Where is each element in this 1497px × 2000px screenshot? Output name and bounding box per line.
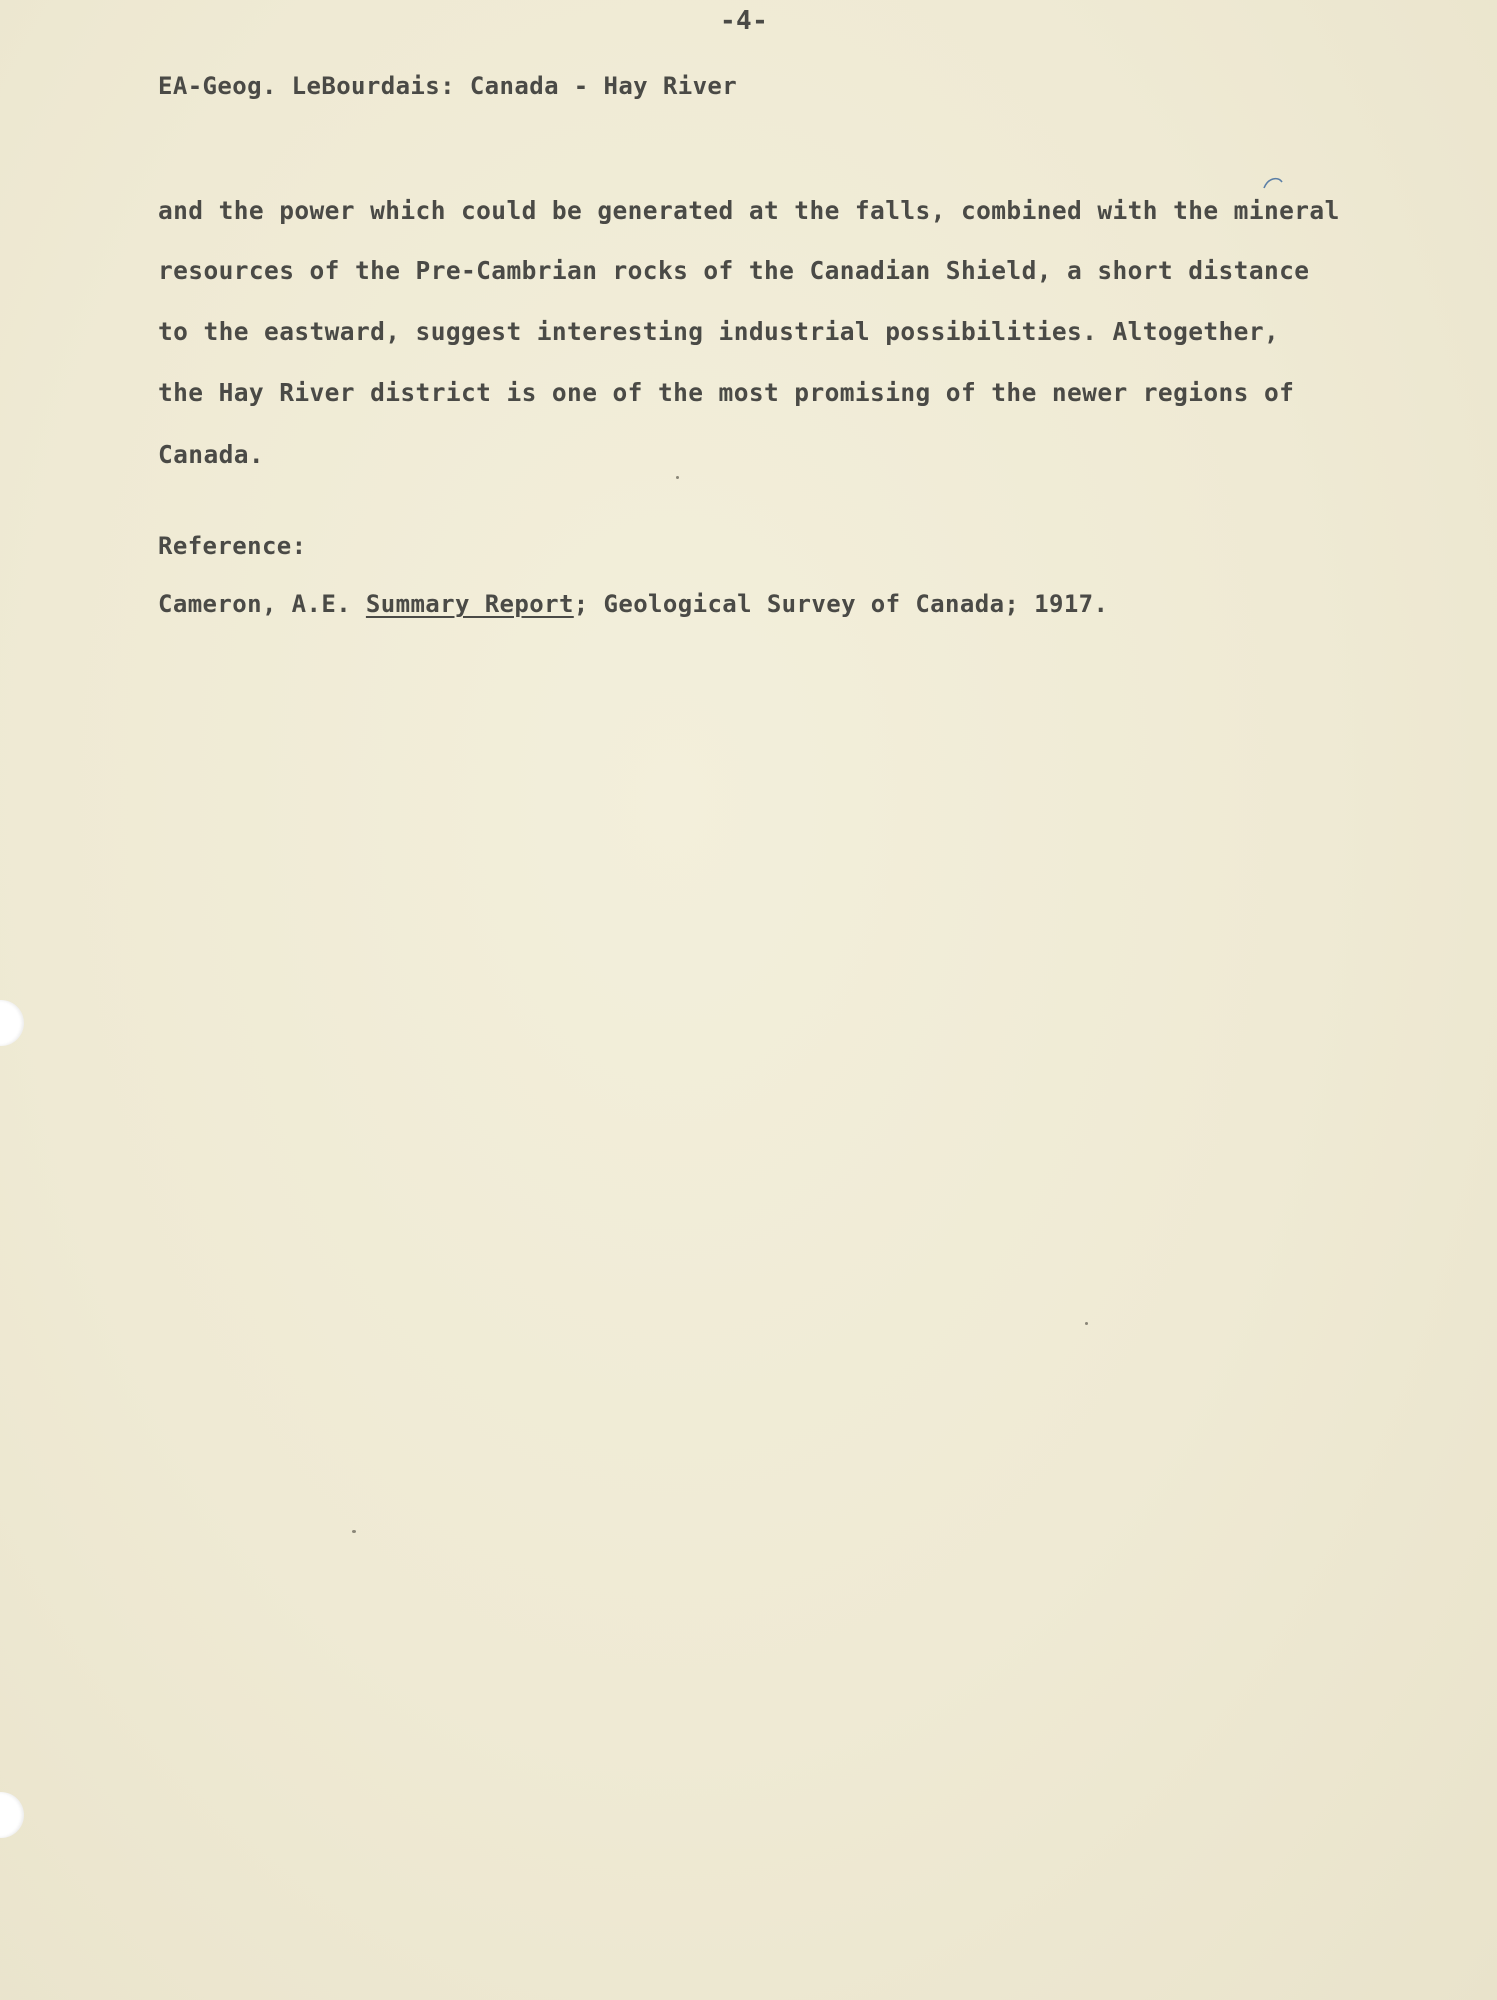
reference-heading: Reference: <box>158 532 307 560</box>
body-line: Canada. <box>158 440 265 469</box>
paper-speck <box>352 1530 356 1533</box>
citation-title: Summary Report <box>365 590 574 618</box>
paper-speck <box>676 476 679 479</box>
citation-details: ; Geological Survey of Canada; 1917. <box>573 590 1109 618</box>
reference-citation <box>158 590 1108 618</box>
punch-hole <box>0 1792 24 1838</box>
document-header: EA-Geog. LeBourdais: Canada - Hay River <box>158 72 738 100</box>
citation-author: Cameron, A.E. <box>158 590 352 618</box>
paper-speck <box>1085 1322 1088 1325</box>
page-number: -4- <box>720 6 769 36</box>
punch-hole <box>0 1000 24 1046</box>
handwritten-correction-mark <box>1262 176 1284 192</box>
body-line: the Hay River district is one of the most promising of the newer regions of <box>158 378 1295 407</box>
body-line: resources of the Pre-Cambrian rocks of the Canadian Shield, a short distance <box>158 256 1310 285</box>
body-line: and the power which could be generated at the falls, combined with the mineral <box>158 196 1340 225</box>
body-line: to the eastward, suggest interesting industrial possibilities. Altogether, <box>158 317 1280 346</box>
